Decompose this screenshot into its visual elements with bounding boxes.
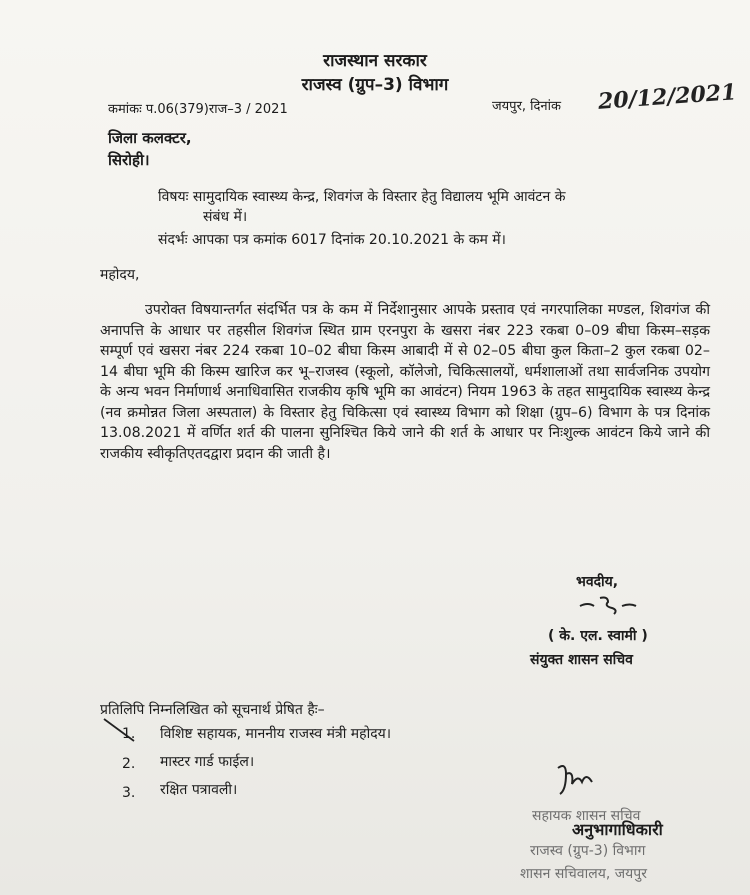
stamp-assistant-secretary: सहायक शासन सचिव [532, 808, 641, 824]
signature-scribble [578, 594, 658, 616]
initials-scribble [552, 760, 612, 804]
copy-item: रक्षित पत्रावली। [160, 782, 238, 798]
salutation: महोदय, [100, 267, 140, 283]
subject-line: विषयः सामुदायिक स्वास्थ्य केन्द्र, शिवगंज के विस्तार हेतु विद्यालय भूमि आवंटन के [158, 189, 566, 205]
stamp-department: राजस्व (ग्रुप-3) विभाग [530, 843, 646, 859]
copy-item: मास्टर गार्ड फाईल। [160, 754, 255, 770]
stamp-secretariat: शासन सचिवालय, जयपुर [520, 866, 647, 882]
subject-line-continued: संबंध में। [203, 209, 248, 225]
reference-line: संदर्भः आपका पत्र कमांक 6017 दिनांक 20.10.2021 के कम में। [158, 232, 506, 248]
signatory-designation: संयुक्त शासन सचिव [530, 652, 633, 668]
copy-heading: प्रतिलिपि निम्नलिखित को सूचनार्थ प्रेषित हैः– [100, 702, 325, 718]
copy-item-number: 2. [122, 756, 136, 772]
stamp-section-officer: अनुभागाधिकारी [572, 820, 663, 839]
addressee-place: सिरोही। [108, 151, 150, 169]
addressee-title: जिला कलक्टर, [108, 129, 192, 147]
closing: भवदीय, [576, 574, 619, 590]
copy-item-number: 1. [122, 726, 136, 742]
copy-item-number: 3. [122, 785, 136, 801]
signature-mark [578, 594, 658, 620]
signatory-name: ( के. एल. स्वामी ) [548, 628, 648, 644]
copy-item: विशिष्ट सहायक, माननीय राजस्व मंत्री महोदय। [160, 726, 392, 742]
place-date-label: जयपुर, दिनांक [492, 99, 561, 114]
department-title: राजस्व (ग्रुप–3) विभाग [301, 75, 449, 95]
handwritten-date: 20/12/2021 [597, 79, 738, 115]
reference-number: कमांकः प.06(379)राज–3 / 2021 [108, 102, 288, 117]
body-paragraph: उपरोक्त विषयान्तर्गत संदर्भित पत्र के कम में निर्देशानुसार आपके प्रस्ताव एवं नगरपालिका मण्डल, शिवगंज की अनापत्ति के आधार पर तहसील शिवगंज स्थित ग्राम एरनपुरा के खसरा नंबर 223 रकबा 0–09 बीघा किस्म–सड़क सम्पूर्ण एवं खसरा नंबर 224 रकबा 10–02 बीघा किस्म आबादी में से 02–05 बीघा कुल किता–2 कुल रकबा 02–14 बीघा भूमि की किस्म खारिज कर भू–राजस्व (स्कूलो, कॉलेजो, चिकित्सालयों, धर्मशालाओं तथा सार्वजनिक उपयोग के अन्य भवन निर्माणार्थ अनाधिवासित राजकीय कृषि भूमि का आवंटन) नियम 1963 के तहत सामुदायिक स्वास्थ्य केन्द्र (नव क्रमोन्नत जिला अस्पताल) के विस्तार हेतु चिकित्सा एवं स्वास्थ्य विभाग को शिक्षा (ग्रुप–6) विभाग के पत्र दिनांक 13.08.2021 में वर्णित शर्त की पालना सुनिश्चित किये जाने की शर्त के आधार पर निःशुल्क आवंटन किये जाने की राजकीय स्वीकृतिएतदद्वारा प्रदान की जाती है। [100, 302, 710, 462]
govt-title: राजस्थान सरकार [323, 51, 427, 71]
